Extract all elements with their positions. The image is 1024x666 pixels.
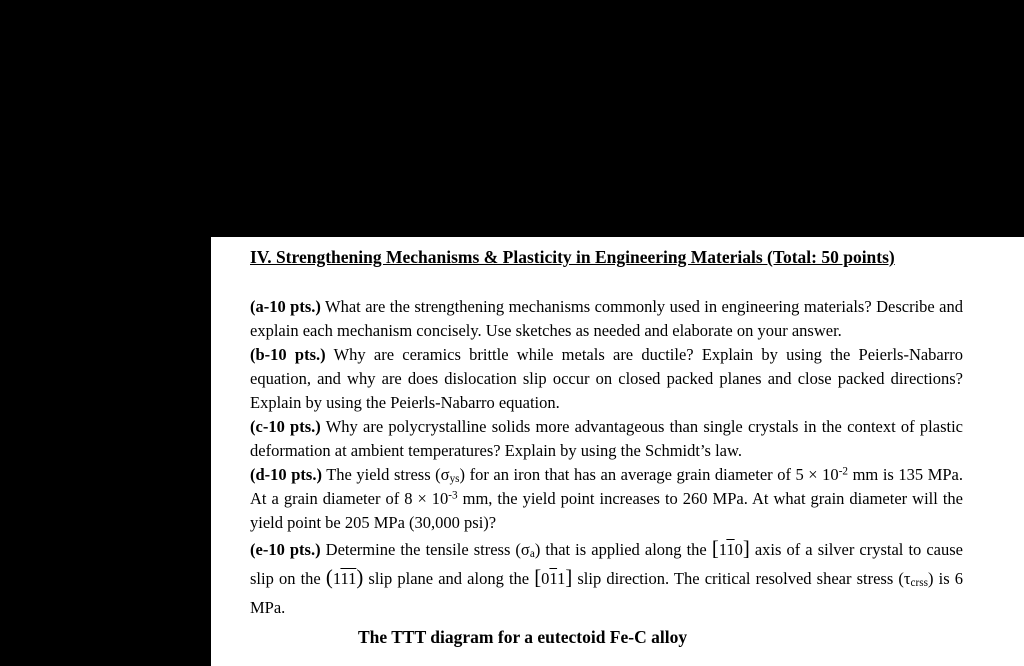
question-paragraph-d: (d-10 pts.) The yield stress $(\sigma_{ys})$ for an iron that has an average grain diameter of $5 \times 10^{-2}$ mm is 135 MPa. At a grain diameter of $8 \times 10^{-3}$ mm, the yield point increases to 260 MPa. At what grain diameter will the yield point be 205 MPa (30,000 psi)? — [250, 465, 963, 532]
question-paragraph-e: (e-10 pts.) Determine the tensile stress $(\sigma_a)$ that is applied along the [110] axis of a silver crystal to cause slip on the (111) slip plane and along the [011] slip direction. The critical resolved shear stress $(\tau_{crss})$ is 6 MPa. — [250, 537, 963, 617]
figure-caption: The TTT diagram for a eutectoid Fe-C alloy — [358, 627, 688, 647]
question-paragraph-b: (b-10 pts.) Why are ceramics brittle while metals are ductile? Explain by using the Peierls-Nabarro equation, and why are does dislocation slip occur on closed packed planes and close packed directions? Explain by using the Peierls-Nabarro equation. — [250, 345, 963, 412]
question-paragraph-c: (c-10 pts.) Why are polycrystalline solids more advantageous than single crystals in the context of plastic deformation at ambient temperatures? Explain by using the Schmidt’s law. — [250, 417, 963, 460]
section-title: IV. Strengthening Mechanisms & Plasticity in Engineering Materials (Total: 50 points) — [250, 247, 895, 267]
document-page — [211, 237, 1024, 666]
question-paragraph-a: (a-10 pts.) What are the strengthening mechanisms commonly used in engineering materials? Describe and explain each mechanism concisely. Use sketches as needed and elaborate on your answer. — [250, 297, 963, 340]
question-list — [250, 295, 963, 622]
